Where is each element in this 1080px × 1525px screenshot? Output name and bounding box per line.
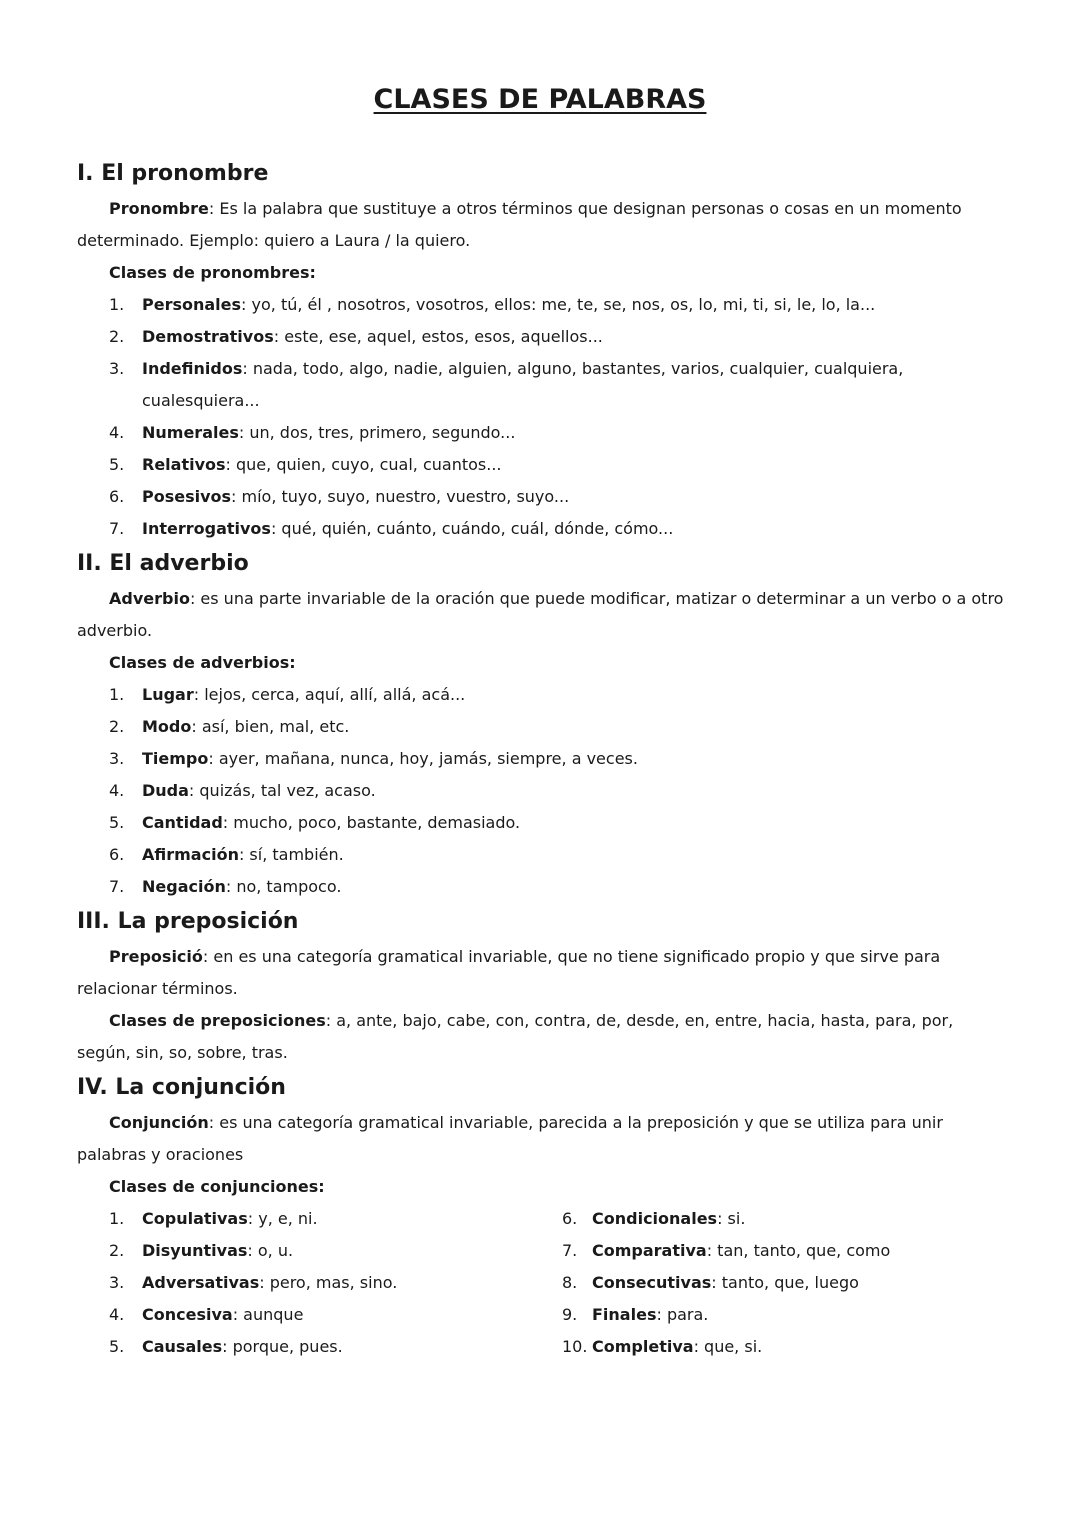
item-term: Personales bbox=[142, 295, 242, 314]
item-text: : que, si. bbox=[693, 1337, 763, 1356]
item-term: Afirmación bbox=[142, 845, 239, 864]
list-item bbox=[77, 1235, 562, 1267]
list-item bbox=[562, 1203, 1007, 1235]
definition-conjuncion bbox=[77, 1107, 1007, 1171]
conjunciones-column-left bbox=[77, 1203, 562, 1363]
item-text: : sí, también. bbox=[238, 845, 344, 864]
item-text: : qué, quién, cuánto, cuándo, cuál, dónde, cómo... bbox=[270, 519, 674, 538]
item-number: 10. bbox=[562, 1337, 588, 1356]
item-text: : lejos, cerca, aquí, allí, allá, acá... bbox=[193, 685, 466, 704]
list-item bbox=[77, 321, 1007, 353]
list-adverbios bbox=[77, 679, 1007, 903]
item-text: : así, bien, mal, etc. bbox=[191, 717, 350, 736]
definition-term: Conjunción bbox=[109, 1113, 209, 1132]
definition-term: Pronombre bbox=[109, 199, 209, 218]
item-term: Numerales bbox=[142, 423, 239, 442]
item-text: : porque, pues. bbox=[222, 1337, 343, 1356]
item-text: : si. bbox=[717, 1209, 746, 1228]
item-text: : un, dos, tres, primero, segundo... bbox=[238, 423, 516, 442]
item-text: : nada, todo, algo, nadie, alguien, alguno, bastantes, varios, cualquier, cualquiera, cualesquiera... bbox=[142, 359, 904, 410]
item-number: 5. bbox=[109, 813, 125, 832]
item-term: Finales bbox=[592, 1305, 657, 1324]
item-number: 3. bbox=[109, 359, 125, 378]
item-number: 6. bbox=[562, 1209, 578, 1228]
classes-text: : a, ante, bajo, cabe, con, contra, de, desde, en, entre, hacia, hasta, para, por, según, sin, so, sobre, tras. bbox=[77, 1011, 954, 1062]
item-text: : ayer, mañana, nunca, hoy, jamás, siempre, a veces. bbox=[208, 749, 638, 768]
item-text: : que, quien, cuyo, cual, cuantos... bbox=[225, 455, 502, 474]
definition-term: Adverbio bbox=[109, 589, 190, 608]
list-item bbox=[77, 449, 1007, 481]
item-text: : tanto, que, luego bbox=[711, 1273, 859, 1292]
item-text: : para. bbox=[656, 1305, 709, 1324]
list-item bbox=[77, 807, 1007, 839]
definition-preposicion bbox=[77, 941, 1007, 1005]
section-heading-conjuncion: IV. La conjunción bbox=[77, 1075, 286, 1100]
list-item bbox=[562, 1267, 1007, 1299]
item-number: 5. bbox=[109, 455, 125, 474]
item-number: 8. bbox=[562, 1273, 578, 1292]
definition-text: : es una parte invariable de la oración que puede modificar, matizar o determinar a un verbo o a otro adverbio. bbox=[77, 589, 1004, 640]
definition-pronombre bbox=[77, 193, 1007, 257]
definition-text: : es una categoría gramatical invariable, parecida a la preposición y que se utiliza para unir palabras y oraciones bbox=[77, 1113, 943, 1164]
item-number: 6. bbox=[109, 845, 125, 864]
item-term: Comparativa bbox=[592, 1241, 707, 1260]
item-number: 1. bbox=[109, 295, 125, 314]
list-item bbox=[77, 513, 1007, 545]
page-title: CLASES DE PALABRAS bbox=[373, 84, 707, 115]
item-term: Indefinidos bbox=[142, 359, 243, 378]
item-text: : este, ese, aquel, estos, esos, aquellos... bbox=[273, 327, 603, 346]
list-item bbox=[77, 775, 1007, 807]
classes-label-pronombre: Clases de pronombres: bbox=[109, 263, 316, 282]
item-term: Consecutivas bbox=[592, 1273, 712, 1292]
item-number: 7. bbox=[109, 877, 125, 896]
item-number: 6. bbox=[109, 487, 125, 506]
item-term: Disyuntivas bbox=[142, 1241, 248, 1260]
item-term: Condicionales bbox=[592, 1209, 718, 1228]
conjunciones-columns bbox=[77, 1203, 1007, 1363]
item-term: Copulativas bbox=[142, 1209, 248, 1228]
list-item bbox=[562, 1299, 1007, 1331]
document-content bbox=[77, 155, 1007, 1363]
list-conjunciones-right bbox=[562, 1203, 1007, 1363]
list-item bbox=[77, 353, 1007, 417]
item-text: : aunque bbox=[232, 1305, 304, 1324]
list-item bbox=[77, 417, 1007, 449]
list-item bbox=[77, 743, 1007, 775]
item-number: 7. bbox=[562, 1241, 578, 1260]
item-text: : yo, tú, él , nosotros, vosotros, ellos: me, te, se, nos, os, lo, mi, ti, si, le, lo, la... bbox=[241, 295, 876, 314]
item-text: : tan, tanto, que, como bbox=[706, 1241, 891, 1260]
list-item bbox=[77, 289, 1007, 321]
classes-term: Clases de preposiciones bbox=[109, 1011, 326, 1030]
item-text: : mío, tuyo, suyo, nuestro, vuestro, suyo... bbox=[231, 487, 570, 506]
item-text: : o, u. bbox=[247, 1241, 294, 1260]
item-number: 4. bbox=[109, 781, 125, 800]
item-term: Tiempo bbox=[142, 749, 209, 768]
definition-text: : en es una categoría gramatical invariable, que no tiene significado propio y que sirve para relacionar términos. bbox=[77, 947, 941, 998]
section-heading-pronombre: I. El pronombre bbox=[77, 161, 269, 186]
item-term: Completiva bbox=[592, 1337, 694, 1356]
section-heading-adverbio: II. El adverbio bbox=[77, 551, 249, 576]
item-term: Demostrativos bbox=[142, 327, 274, 346]
item-number: 2. bbox=[109, 1241, 125, 1260]
classes-label-adverbio: Clases de adverbios: bbox=[109, 653, 296, 672]
item-term: Lugar bbox=[142, 685, 194, 704]
item-number: 4. bbox=[109, 1305, 125, 1324]
conjunciones-column-right bbox=[562, 1203, 1007, 1363]
item-number: 3. bbox=[109, 1273, 125, 1292]
classes-preposiciones bbox=[77, 1005, 1007, 1069]
list-item bbox=[77, 679, 1007, 711]
item-term: Causales bbox=[142, 1337, 223, 1356]
item-number: 2. bbox=[109, 717, 125, 736]
list-item bbox=[562, 1235, 1007, 1267]
item-text: : pero, mas, sino. bbox=[259, 1273, 398, 1292]
item-term: Modo bbox=[142, 717, 192, 736]
item-text: : no, tampoco. bbox=[225, 877, 342, 896]
item-number: 9. bbox=[562, 1305, 578, 1324]
definition-adverbio bbox=[77, 583, 1007, 647]
list-conjunciones-left bbox=[77, 1203, 562, 1363]
item-number: 3. bbox=[109, 749, 125, 768]
item-text: : y, e, ni. bbox=[247, 1209, 318, 1228]
item-term: Duda bbox=[142, 781, 189, 800]
list-item bbox=[77, 711, 1007, 743]
definition-term: Preposició bbox=[109, 947, 203, 966]
item-number: 4. bbox=[109, 423, 125, 442]
list-item bbox=[562, 1331, 1007, 1363]
item-text: : quizás, tal vez, acaso. bbox=[188, 781, 376, 800]
item-term: Posesivos bbox=[142, 487, 232, 506]
definition-text: : Es la palabra que sustituye a otros términos que designan personas o cosas en un momento determinado. Ejemplo: quiero a Laura / la quiero. bbox=[77, 199, 962, 250]
item-term: Interrogativos bbox=[142, 519, 271, 538]
list-item bbox=[77, 871, 1007, 903]
list-item bbox=[77, 1203, 562, 1235]
classes-label-conjuncion: Clases de conjunciones: bbox=[109, 1177, 325, 1196]
item-number: 2. bbox=[109, 327, 125, 346]
item-number: 1. bbox=[109, 685, 125, 704]
list-item bbox=[77, 1331, 562, 1363]
list-pronombres bbox=[77, 289, 1007, 545]
list-item bbox=[77, 1267, 562, 1299]
item-number: 5. bbox=[109, 1337, 125, 1356]
item-term: Adversativas bbox=[142, 1273, 260, 1292]
list-item bbox=[77, 1299, 562, 1331]
list-item bbox=[77, 481, 1007, 513]
item-term: Negación bbox=[142, 877, 226, 896]
item-number: 1. bbox=[109, 1209, 125, 1228]
item-term: Cantidad bbox=[142, 813, 223, 832]
item-term: Relativos bbox=[142, 455, 226, 474]
item-term: Concesiva bbox=[142, 1305, 233, 1324]
list-item bbox=[77, 839, 1007, 871]
item-number: 7. bbox=[109, 519, 125, 538]
section-heading-preposicion: III. La preposición bbox=[77, 909, 299, 934]
item-text: : mucho, poco, bastante, demasiado. bbox=[222, 813, 521, 832]
